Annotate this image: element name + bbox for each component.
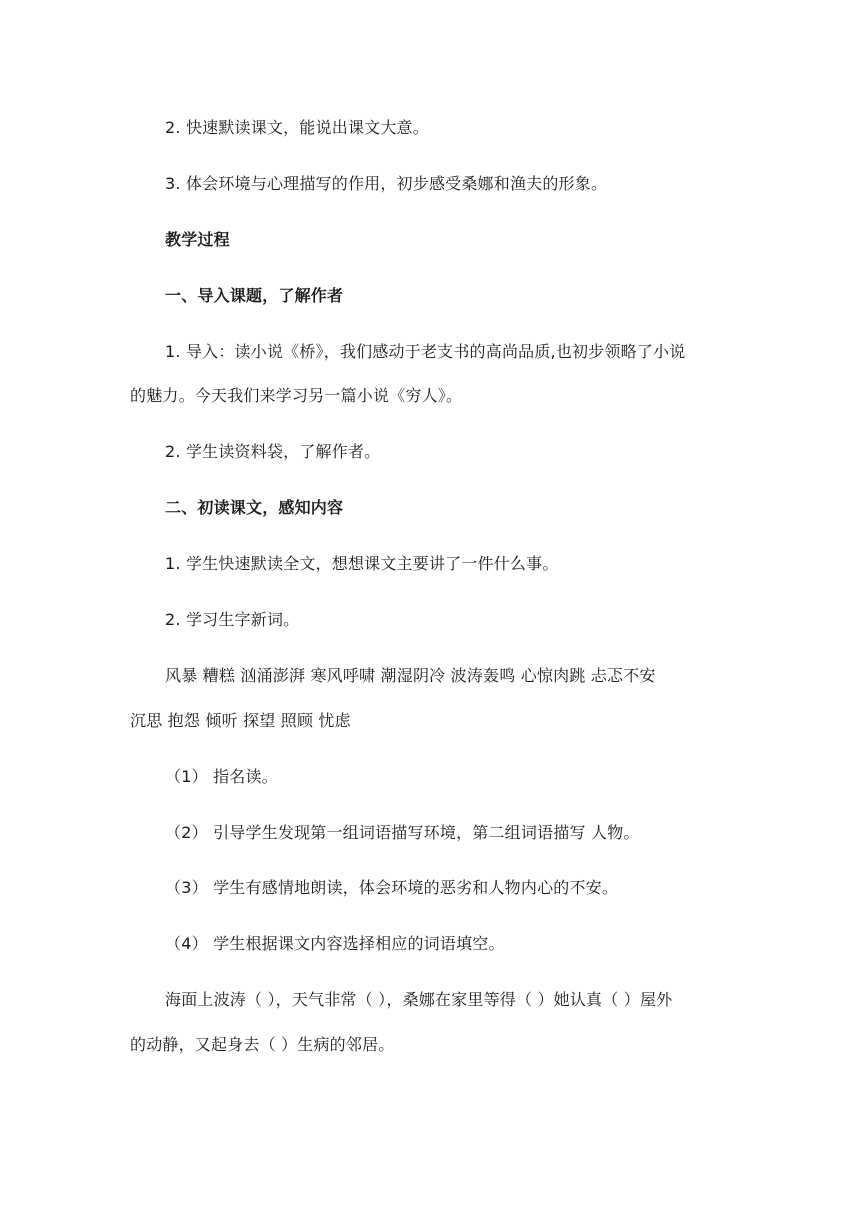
fill-blank-line-1: 海面上波涛（ ），天气非常（ ），桑娜在家里等得（ ）她认真（ ）屋外 <box>165 990 673 1009</box>
vocabulary-line-2: 沉思 抱怨 倾听 探望 照顾 忧虑 <box>130 711 351 730</box>
sub-step-2: （2） 引导学生发现第一组词语描写环境，第二组词语描写 人物。 <box>165 823 640 842</box>
section-1-item-2: 2. 学生读资料袋，了解作者。 <box>165 442 381 461</box>
fill-blank-line-2: 的动静，又起身去（ ）生病的邻居。 <box>130 1035 395 1054</box>
sub-step-3: （3） 学生有感情地朗读，体会环境的恶劣和人物内心的不安。 <box>165 878 619 897</box>
objective-2: 2. 快速默读课文，能说出课文大意。 <box>165 118 429 137</box>
section-1-item-1-line-1: 1. 导入：读小说《桥》，我们感动于老支书的高尚品质,也初步领略了小说 <box>165 342 686 361</box>
section-2-item-2: 2. 学习生字新词。 <box>165 610 300 629</box>
sub-step-1: （1） 指名读。 <box>165 767 278 786</box>
process-heading: 教学过程 <box>165 230 230 249</box>
objective-3: 3. 体会环境与心理描写的作用，初步感受桑娜和渔夫的形象。 <box>165 174 608 193</box>
sub-step-4: （4） 学生根据课文内容选择相应的词语填空。 <box>165 934 505 953</box>
vocabulary-line-1: 风暴 糟糕 汹涌澎湃 寒风呼啸 潮湿阴冷 波涛轰鸣 心惊肉跳 忐忑不安 <box>165 666 656 685</box>
section-1-item-1-line-2: 的魅力。今天我们来学习另一篇小说《穷人》。 <box>130 386 463 405</box>
section-2-heading: 二、初读课文，感知内容 <box>165 498 344 517</box>
section-2-item-1: 1. 学生快速默读全文，想想课文主要讲了一件什么事。 <box>165 554 559 573</box>
section-1-heading: 一、导入课题，了解作者 <box>165 286 344 305</box>
